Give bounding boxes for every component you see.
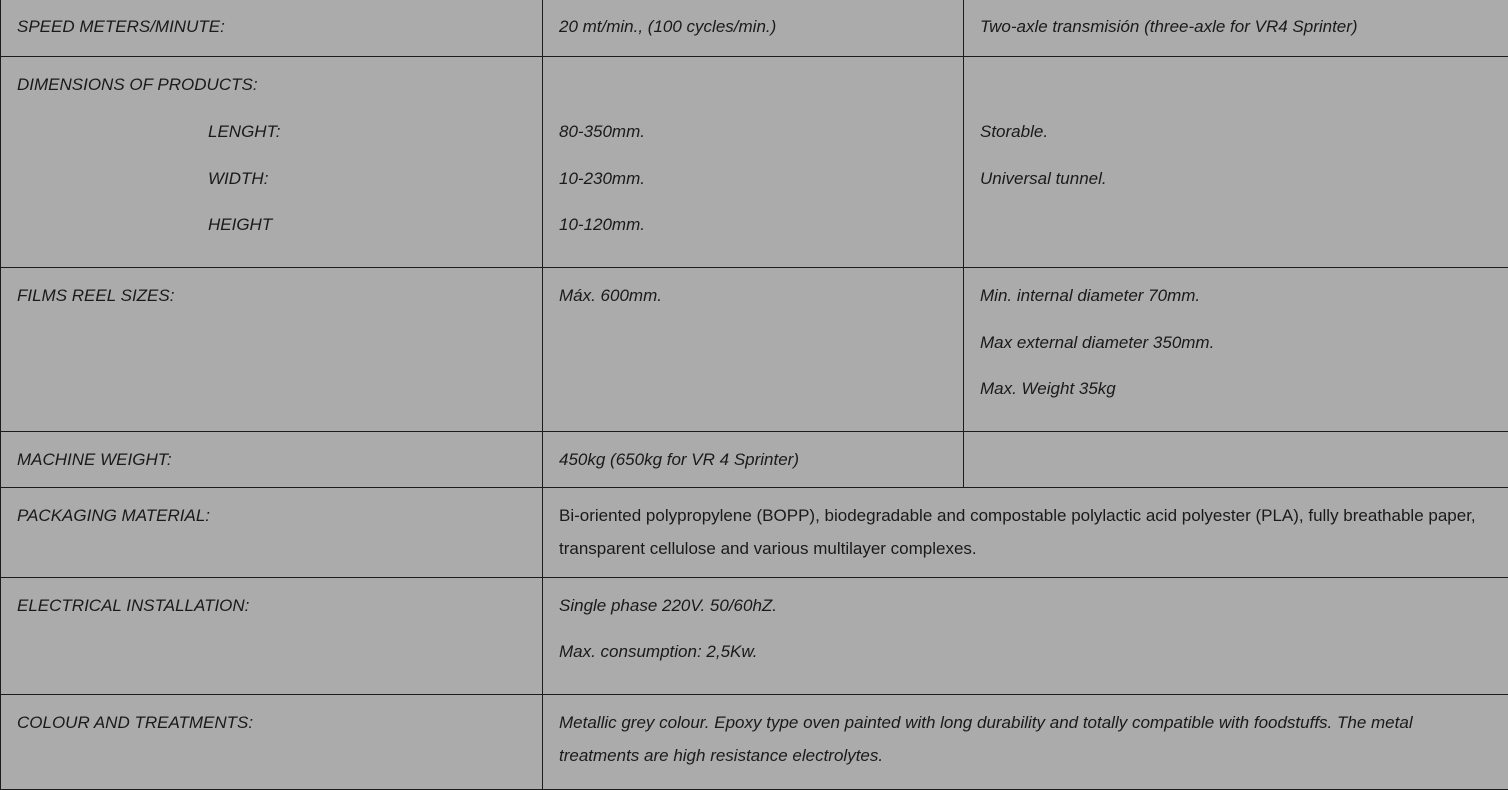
row-value: Single phase 220V. 50/60hZ. — [559, 596, 1492, 616]
row-label: ELECTRICAL INSTALLATION: — [17, 596, 526, 616]
row-label-cell — [1, 695, 543, 790]
row-label-cell — [1, 578, 543, 695]
row-label-cell — [1, 0, 543, 57]
row-note-cell — [964, 268, 1508, 432]
row-value: Max. consumption: 2,5Kw. — [559, 642, 1492, 662]
row-value-cell — [543, 432, 964, 488]
row-value: Máx. 600mm. — [559, 286, 947, 306]
row-value-cell — [543, 695, 1508, 790]
row-value-cell — [543, 578, 1508, 695]
row-note: Min. internal diameter 70mm. — [980, 286, 1492, 306]
row-value: 450kg (650kg for VR 4 Sprinter) — [559, 450, 947, 470]
row-label-cell — [1, 488, 543, 578]
row-value-cell — [543, 488, 1508, 578]
table-row — [1, 57, 1508, 268]
row-label: PACKAGING MATERIAL: — [17, 506, 526, 526]
sub-label-length: LENGHT: — [17, 122, 526, 142]
sub-note-width: Universal tunnel. — [980, 169, 1492, 189]
table-row — [1, 488, 1508, 578]
row-value: 20 mt/min., (100 cycles/min.) — [559, 17, 947, 37]
table-row — [1, 578, 1508, 695]
row-value-cell — [543, 57, 964, 268]
row-value: Bi-oriented polypropylene (BOPP), biodegradable and compostable polylactic acid polyester (PLA), fully breathable paper, transparent cellulose and various multilayer complexes. — [559, 499, 1492, 565]
row-note: Two-axle transmisión (three-axle for VR4 Sprinter) — [980, 17, 1492, 37]
row-note: Max external diameter 350mm. — [980, 333, 1492, 353]
table-row — [1, 268, 1508, 432]
row-label-cell — [1, 268, 543, 432]
row-value: Metallic grey colour. Epoxy type oven painted with long durability and totally compatible with foodstuffs. The metal treatments are high resistance electrolytes. — [559, 706, 1492, 772]
row-note: Max. Weight 35kg — [980, 379, 1492, 399]
sub-note-length: Storable. — [980, 122, 1492, 142]
row-value-cell — [543, 0, 964, 57]
row-label: MACHINE WEIGHT: — [17, 450, 526, 470]
row-note-cell — [964, 0, 1508, 57]
table-row — [1, 0, 1508, 57]
sub-value-height: 10-120mm. — [559, 215, 947, 235]
row-label-cell — [1, 432, 543, 488]
row-value-cell — [543, 268, 964, 432]
row-label: SPEED METERS/MINUTE: — [17, 17, 526, 37]
sub-label-width: WIDTH: — [17, 169, 526, 189]
row-label: FILMS REEL SIZES: — [17, 286, 526, 306]
sub-value-length: 80-350mm. — [559, 122, 947, 142]
row-label: DIMENSIONS OF PRODUCTS: — [17, 75, 526, 95]
row-note-cell — [964, 432, 1508, 488]
sub-label-height: HEIGHT — [17, 215, 526, 235]
table-row — [1, 432, 1508, 488]
table-row — [1, 695, 1508, 790]
sub-value-width: 10-230mm. — [559, 169, 947, 189]
row-note-cell — [964, 57, 1508, 268]
row-label-cell — [1, 57, 543, 268]
row-label: COLOUR AND TREATMENTS: — [17, 713, 526, 733]
